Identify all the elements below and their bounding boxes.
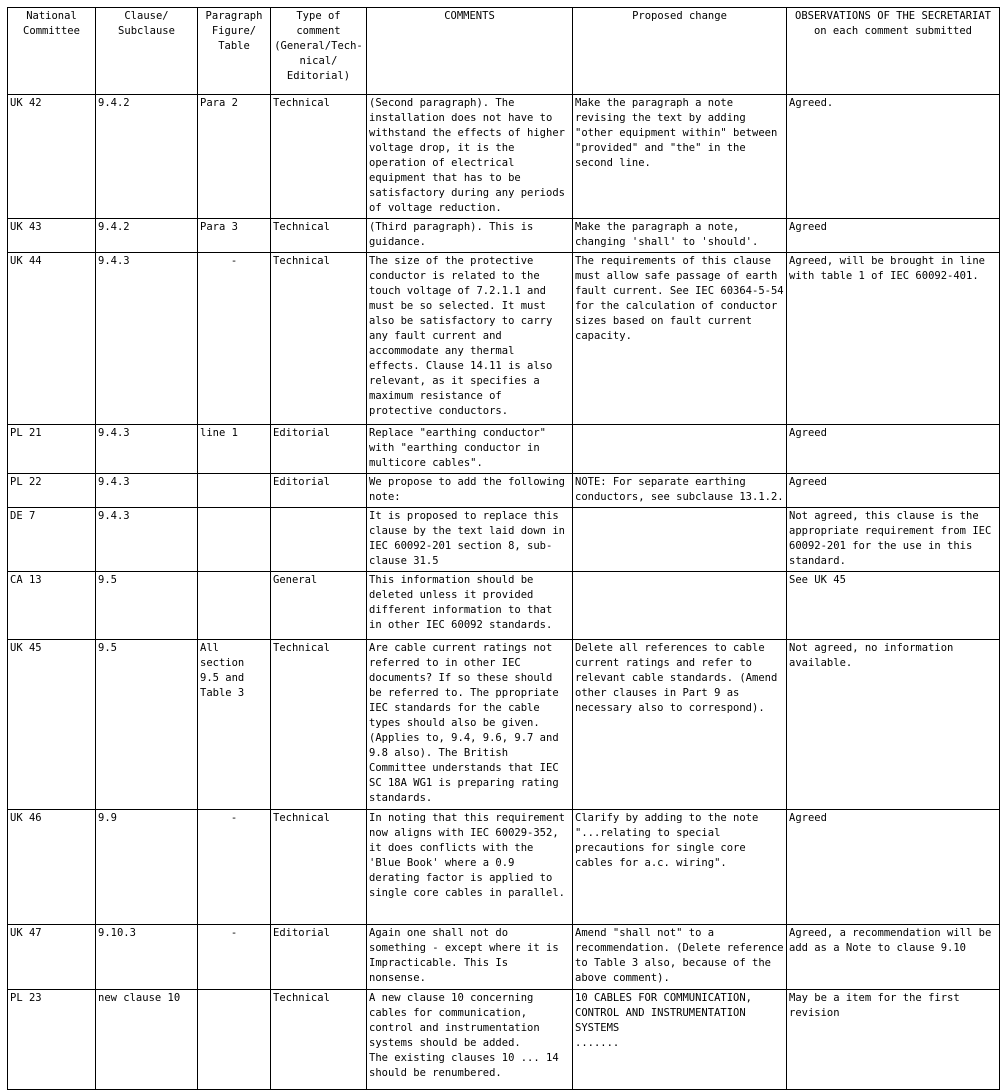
cell-para: Para 3 (198, 219, 271, 253)
cell-type: Technical (271, 219, 367, 253)
cell-clause: 9.4.3 (96, 474, 198, 508)
cell-comment: The size of the protective conductor is related to the touch voltage of 7.2.1.1 and must be so selected. It must also be satisfactory to carry any fault current and accommodate any thermal effects. Clause 14.11 is also relevant, as it specifies a maximum resistance of protective conductors. (367, 253, 573, 425)
cell-clause: 9.9 (96, 810, 198, 925)
cell-type: Technical (271, 640, 367, 810)
cell-comment: Again one shall not do something - except where it is Impracticable. This Is nonsense. (367, 925, 573, 990)
cell-nc: UK 46 (8, 810, 96, 925)
table-row (8, 474, 1000, 508)
cell-proposed: The requirements of this clause must allow safe passage of earth fault current. See IEC 60364-5-54 for the calculation of conductor sizes based on fault current capacity. (573, 253, 787, 425)
cell-observation: See UK 45 (787, 572, 1000, 640)
cell-type (271, 508, 367, 572)
cell-observation: May be a item for the first revision (787, 990, 1000, 1090)
cell-nc: UK 44 (8, 253, 96, 425)
cell-para: All section 9.5 and Table 3 (198, 640, 271, 810)
cell-comment: (Second paragraph). The installation does not have to withstand the effects of higher voltage drop, it is the operation of electrical equipment that has to be satisfactory during any periods of voltage reduction. (367, 95, 573, 219)
table-row (8, 219, 1000, 253)
cell-observation: Agreed, a recommendation will be add as a Note to clause 9.10 (787, 925, 1000, 990)
cell-para (198, 508, 271, 572)
cell-comment: This information should be deleted unless it provided different information to that in other IEC 60092 standards. (367, 572, 573, 640)
cell-para (198, 474, 271, 508)
comments-table (7, 7, 1000, 1090)
cell-clause: new clause 10 (96, 990, 198, 1090)
cell-proposed (573, 572, 787, 640)
cell-type: Technical (271, 990, 367, 1090)
cell-nc: UK 45 (8, 640, 96, 810)
cell-proposed: Amend "shall not" to a recommendation. (Delete reference to Table 3 also, because of the above comment). (573, 925, 787, 990)
table-row (8, 95, 1000, 219)
cell-observation: Agreed (787, 219, 1000, 253)
cell-proposed: Delete all references to cable current ratings and refer to relevant cable standards. (Amend other clauses in Part 9 as necessary also to correspond). (573, 640, 787, 810)
table-row (8, 925, 1000, 990)
header-observations: OBSERVATIONS OF THE SECRETARIAT on each comment submitted (787, 8, 1000, 95)
table-row (8, 253, 1000, 425)
cell-type: Technical (271, 253, 367, 425)
cell-nc: PL 22 (8, 474, 96, 508)
cell-type: Technical (271, 95, 367, 219)
table-row (8, 425, 1000, 474)
cell-comment: It is proposed to replace this clause by the text laid down in IEC 60092-201 section 8, sub-clause 31.5 (367, 508, 573, 572)
cell-para: line 1 (198, 425, 271, 474)
cell-proposed: Make the paragraph a note, changing 'shall' to 'should'. (573, 219, 787, 253)
cell-proposed (573, 425, 787, 474)
cell-observation: Agreed, will be brought in line with table 1 of IEC 60092-401. (787, 253, 1000, 425)
cell-nc: UK 43 (8, 219, 96, 253)
cell-type: Editorial (271, 925, 367, 990)
header-comments: COMMENTS (367, 8, 573, 95)
cell-nc: UK 47 (8, 925, 96, 990)
table-row (8, 810, 1000, 925)
cell-comment: Are cable current ratings not referred to in other IEC documents? If so these should be referred to. The ppropriate IEC standards for the cable types should also be given. (Applies to, 9.4, 9.6, 9.7 and 9.8 also). The British Committee understands that IEC SC 18A WG1 is preparing rating standards. (367, 640, 573, 810)
cell-comment: A new clause 10 concerning cables for communication, control and instrumentation systems should be added. The existing clauses 10 ... 14 should be renumbered. (367, 990, 573, 1090)
cell-nc: PL 23 (8, 990, 96, 1090)
header-clause: Clause/ Subclause (96, 8, 198, 95)
cell-clause: 9.4.3 (96, 425, 198, 474)
cell-comment: (Third paragraph). This is guidance. (367, 219, 573, 253)
header-proposed-change: Proposed change (573, 8, 787, 95)
header-row (8, 8, 1000, 95)
cell-clause: 9.4.3 (96, 253, 198, 425)
header-type: Type of comment (General/Tech- nical/ Editorial) (271, 8, 367, 95)
cell-type: Editorial (271, 425, 367, 474)
cell-nc: CA 13 (8, 572, 96, 640)
cell-comment: Replace "earthing conductor" with "earthing conductor in multicore cables". (367, 425, 573, 474)
cell-proposed: Make the paragraph a note revising the text by adding "other equipment within" between "provided" and "the" in the second line. (573, 95, 787, 219)
cell-proposed (573, 508, 787, 572)
table-row (8, 640, 1000, 810)
header-paragraph: Paragraph Figure/ Table (198, 8, 271, 95)
cell-para (198, 572, 271, 640)
cell-observation: Not agreed, no information available. (787, 640, 1000, 810)
cell-type: Editorial (271, 474, 367, 508)
cell-clause: 9.5 (96, 572, 198, 640)
cell-type: Technical (271, 810, 367, 925)
cell-comment: We propose to add the following note: (367, 474, 573, 508)
cell-observation: Agreed (787, 474, 1000, 508)
cell-para: Para 2 (198, 95, 271, 219)
cell-observation: Agreed (787, 810, 1000, 925)
cell-observation: Agreed. (787, 95, 1000, 219)
header-national-committee: National Committee (8, 8, 96, 95)
cell-clause: 9.4.2 (96, 95, 198, 219)
cell-para: - (198, 810, 271, 925)
cell-proposed: 10 CABLES FOR COMMUNICATION, CONTROL AND INSTRUMENTATION SYSTEMS ....... (573, 990, 787, 1090)
cell-clause: 9.5 (96, 640, 198, 810)
table-row (8, 990, 1000, 1090)
cell-nc: UK 42 (8, 95, 96, 219)
cell-para: - (198, 253, 271, 425)
table-row (8, 508, 1000, 572)
cell-proposed: NOTE: For separate earthing conductors, see subclause 13.1.2. (573, 474, 787, 508)
cell-nc: DE 7 (8, 508, 96, 572)
cell-para (198, 990, 271, 1090)
cell-proposed: Clarify by adding to the note "...relating to special precautions for single core cables for a.c. wiring". (573, 810, 787, 925)
cell-clause: 9.4.3 (96, 508, 198, 572)
cell-type: General (271, 572, 367, 640)
table-row (8, 572, 1000, 640)
cell-clause: 9.4.2 (96, 219, 198, 253)
cell-nc: PL 21 (8, 425, 96, 474)
cell-observation: Not agreed, this clause is the appropriate requirement from IEC 60092-201 for the use in this standard. (787, 508, 1000, 572)
cell-clause: 9.10.3 (96, 925, 198, 990)
cell-observation: Agreed (787, 425, 1000, 474)
cell-para: - (198, 925, 271, 990)
cell-comment: In noting that this requirement now aligns with IEC 60029-352, it does conflicts with the 'Blue Book' where a 0.9 derating factor is applied to single core cables in parallel. (367, 810, 573, 925)
